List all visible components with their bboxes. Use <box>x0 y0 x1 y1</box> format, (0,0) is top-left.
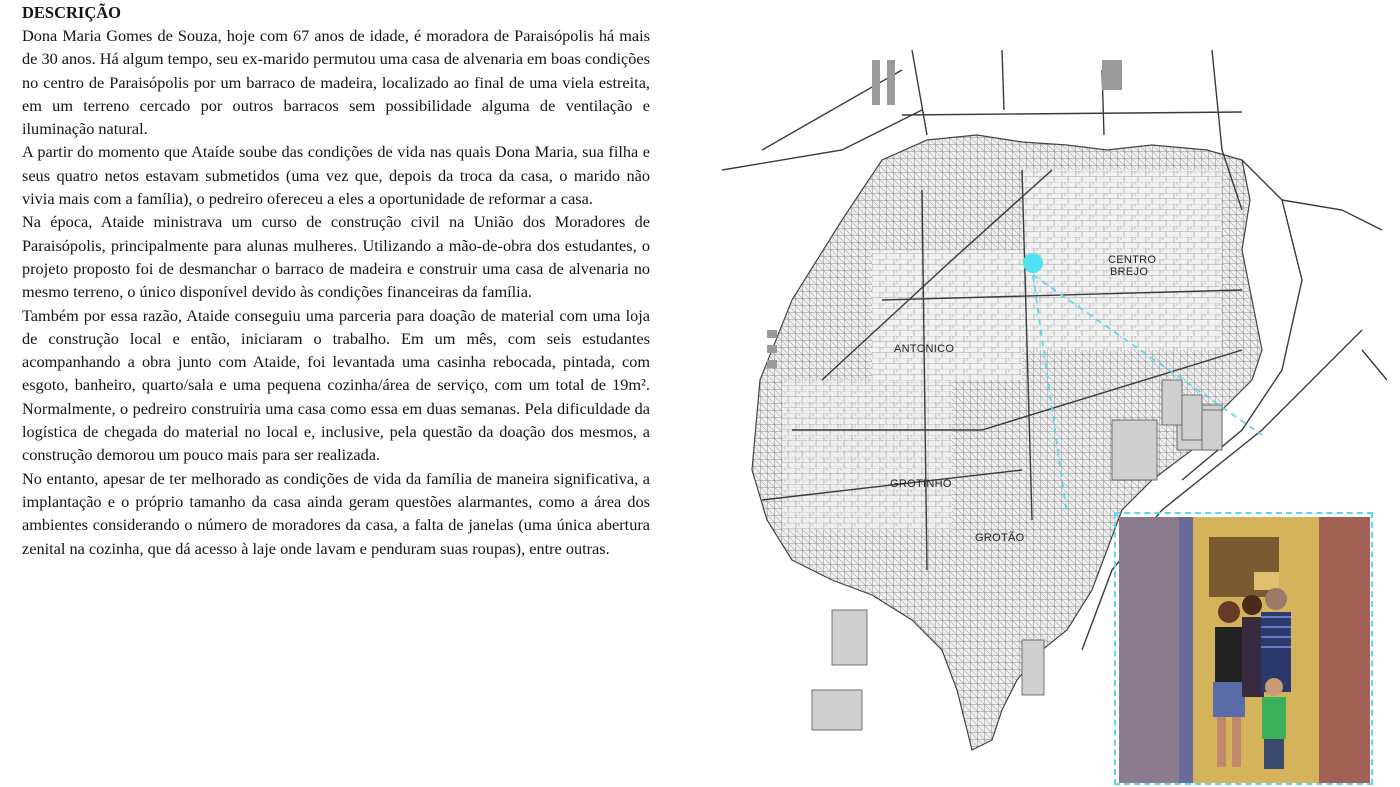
paragraph-4: Também por essa razão, Ataide conseguiu uma parceria para doação de material com uma loja de construção local e então, iniciaram o trabalho. Em um mês, com seis estudantes acompanhando a obra junto com Ataide, foi levantada uma casinha rebocada, pintada, com esgoto, banheiro, quarto/sala e uma pequena cozinha/área de serviço, com um total de 19m². Normalmente, o pedreiro construiria uma casa como essa em duas semanas. Pela dificuldade da logística de chegada do material no local e, inclusive, pela questão da doação dos mesmos, a construção demorou um pouco mais para ser realizada. <box>22 305 650 465</box>
description-text <box>22 2 650 560</box>
paragraph-5: No entanto, apesar de ter melhorado as condições de vida da família de maneira significativa, a implantação e o próprio tamanho da casa ainda geram questões alarmantes, como a área dos ambientes considerando o número de moradores da casa, a falta de janelas (uma única abertura zenital na cozinha, que dá acesso à laje onde lavam e penduram suas roupas), entre outras. <box>22 468 650 558</box>
label-grotao: GROTÃO <box>975 532 1025 544</box>
paragraph-3: Na época, Ataide ministrava um curso de construção civil na União dos Moradores de Paraisópolis, principalmente para alunas mulheres. Utilizando a mão-de-obra dos estudantes, o projeto proposto foi de desmanchar o barraco de madeira e construir uma casa de alvenaria no mesmo terreno, o único disponível devido às condições financeiras da família. <box>22 212 650 302</box>
label-antonico: ANTONICO <box>894 343 955 355</box>
paragraph-1: Dona Maria Gomes de Souza, hoje com 67 anos de idade, é moradora de Paraisópolis há mais de 30 anos. Há algum tempo, seu ex-marido permutou uma casa de alvenaria em boas condições no centro de Paraisópolis por um barraco de madeira, localizado ao final de uma viela estreita, em um terreno cercado por outros barracos sem possibilidade alguma de ventilação e iluminação natural. <box>22 26 650 139</box>
label-brejo: BREJO <box>1110 266 1149 278</box>
section-heading: DESCRIÇÃO <box>22 3 122 22</box>
paragraph-2: A partir do momento que Ataíde soube das condições de vida nas quais Dona Maria, sua filha e seus quatro netos estavam submetidos (uma vez que, depois da troca da casa, o marido não vivia mais com a família), o pedreiro ofereceu a eles a oportunidade de reformar a casa. <box>22 142 650 209</box>
family-photo <box>1119 517 1370 783</box>
label-grotinho: GROTINHO <box>890 478 952 490</box>
label-centro: CENTRO <box>1108 254 1157 266</box>
location-marker <box>1023 253 1043 273</box>
